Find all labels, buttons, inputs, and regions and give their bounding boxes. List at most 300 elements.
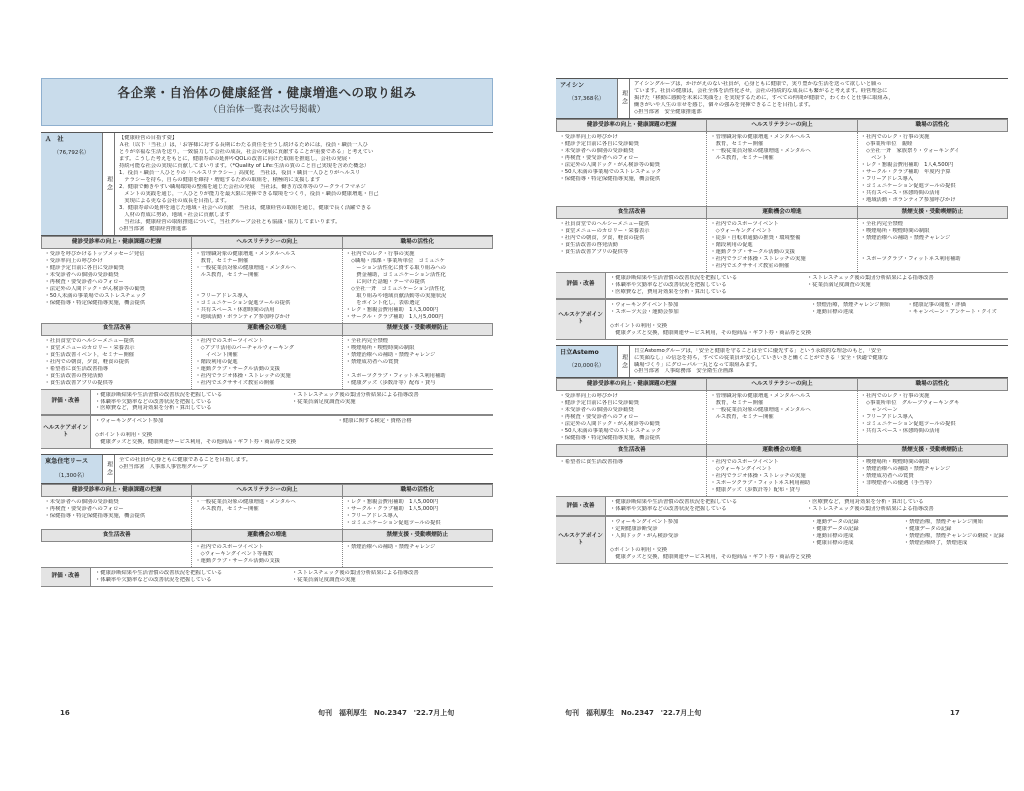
list-item: [610, 540, 811, 547]
list-item: [195, 286, 338, 293]
cell-exercise: [192, 335, 342, 388]
list-item: ◇ウォーキングイベント等複数: [195, 550, 273, 557]
list-item: ・禁煙治療への補助・禁煙チャレンジ: [860, 466, 951, 473]
list-item: ・サークル・クラブ補助 年度内予算: [860, 168, 951, 175]
eval-label: 評価・改善: [556, 273, 606, 298]
list-item: ・レク・懇親会費用補助 1人3,000円: [345, 306, 439, 313]
list-item: 掲げた『移動に感動を未来に笑顔を』を実現するために，すべての仲間が健康で，わくわくと仕事に取組み，: [634, 94, 894, 101]
cell-exercise: [192, 541, 342, 566]
list-item: ・サークル・クラブ補助 1人月5,000円: [345, 313, 444, 320]
point-list-3: [908, 302, 1004, 337]
list-item: ・保健指導・特定保健指導実施，機会提供: [559, 435, 661, 442]
eval-list: [95, 392, 292, 413]
point-list-2: [811, 302, 907, 337]
list-item: ・フリーアドレス導入: [860, 414, 913, 421]
header-health: 健診受診率の向上・健康課題の把握: [557, 379, 707, 391]
left-page: [41, 78, 493, 726]
cell-diet: [42, 335, 192, 388]
list-item: ・健康診断結果や生活習慣の改善状況を把握している: [95, 569, 223, 576]
list-item: 教育，セミナー開催: [195, 257, 249, 264]
list-item: ルス教育，セミナー開催: [710, 154, 774, 161]
list-item: ・健康に関する検定・資格合格: [337, 418, 412, 425]
list-item: ・非喫煙者への優遇（手当等）: [860, 480, 935, 487]
list-item: ・保健指導・特定保健指導実施，機会提供: [44, 299, 146, 306]
list-item: ーション活性化に資する取り組みへの: [345, 264, 446, 271]
list-item: ・コミュニケーション促進ツールの提供: [860, 421, 956, 428]
company-name: アイシン: [560, 82, 585, 89]
list-item: ・運動目標の達成: [811, 308, 854, 315]
list-item: ・喫煙場所・喫煙時間の制限: [345, 344, 415, 351]
point-row: [556, 299, 1008, 340]
list-item: ・スポーツクラブ・フィットネス利用補助: [345, 372, 446, 379]
header-literacy: ヘルスリテラシーの向上: [707, 119, 857, 131]
page-number-right: 17: [950, 709, 960, 717]
list-item: 健康グッズと交換，健康関連サービス利用，その他商品・ギフト券・商品券と交換: [95, 439, 297, 446]
header-exercise: 運動機会の増進: [707, 206, 857, 218]
list-item: ・体職率や欠勤率などの改善状況を把握している: [610, 506, 727, 513]
list-item: ・医療費など，費用対効果を分析・算出している: [807, 499, 924, 506]
list-item: ・ウォーキングイベント参加: [610, 519, 679, 526]
list-item: ・社員食堂でのヘルシーメニュー提供: [44, 337, 135, 344]
philosophy-label: 理念: [103, 133, 115, 235]
list-item: ◇事業所単位 親睦: [860, 140, 913, 147]
list-item: メントの実践を通じ，一人ひとりが能力を最大限に発揮できる環境をつくり，役員・職員の健康増進・自己: [119, 190, 379, 197]
cell-smoking: [342, 335, 492, 388]
list-item: ・体職率や欠勤率などの改善状況を把握している: [610, 281, 727, 288]
list-item: ・管理職対象の健康増進・メンタルヘルス: [710, 133, 811, 140]
cell-health: [557, 131, 707, 205]
company-a-header: [41, 132, 493, 236]
list-item: ・受診率向上の呼びかけ: [559, 133, 618, 140]
list-item: ◇全社一斉 コミュニケーション活性化: [345, 285, 445, 292]
company-d-grid-bottom: [556, 444, 1008, 496]
list-item: 教育，セミナー開催: [710, 400, 764, 407]
eval-list-2: [807, 275, 1004, 296]
list-item: ルス教育，セミナー開催: [195, 271, 259, 278]
list-item: ・食生活改善アプリの提供等: [44, 379, 114, 386]
point-list: [610, 302, 811, 337]
list-item: ・地域活動・ボランティア参加呼びかけ: [860, 196, 956, 203]
list-item: [195, 279, 338, 286]
header-diet: 食生活改善: [557, 445, 707, 457]
list-item: ◇担当部署 健康経営推進部: [119, 225, 187, 232]
point-label: ヘルスケアポイント: [556, 517, 606, 563]
list-item: ・禁煙治療，禁煙チャレンジ開始: [811, 301, 891, 308]
list-item: ・健診予定日前に各自に受診勧奨: [559, 140, 639, 147]
list-item: ・人間ドック・がん検診受診: [610, 533, 679, 540]
list-item: ・社内での朝食，夕食，軽食の提供: [44, 358, 130, 365]
list-item: ・健康データの記録: [903, 526, 952, 533]
list-item: ・階段利用の促進: [195, 358, 238, 365]
company-b-grid-top: [41, 484, 493, 529]
list-item: ・受診率向上の呼びかけ: [559, 393, 618, 400]
employee-count: （20,000名）: [568, 362, 605, 369]
list-item: ・運動データの記録: [811, 519, 859, 526]
list-item: ・従業員満足度調査の実施: [292, 398, 356, 405]
list-item: ・従業員満足度調査の実施: [807, 281, 871, 288]
list-item: ・一般従業員対象の健康増進・メンタルヘ: [195, 264, 296, 271]
list-item: ・健康診断結果や生活習慣の改善状況を把握している: [95, 391, 223, 398]
list-item: [346, 366, 490, 373]
list-item: ・社内でエクササイズ教室の開催: [195, 379, 275, 386]
list-item: ・キャンペーン・アンケート・クイズ: [907, 308, 997, 315]
eval-label: 評価・改善: [556, 497, 606, 515]
header-exercise: 運動機会の増進: [192, 529, 342, 541]
list-item: ます。こうした考えをもとに，健康寿命の延伸やQOLの改善に向けた取組を推進し，会社の発展・: [119, 155, 353, 162]
cell-diet: [557, 457, 707, 496]
list-item: 健康グッズと交換，健康関連サービス利用，その他商品・ギフト券・商品券と交換: [610, 329, 812, 336]
list-item: ・健康データの記録: [811, 526, 859, 533]
list-item: ベント: [860, 154, 888, 161]
employee-count: （76,792名）: [53, 150, 90, 157]
list-item: 持続可能な社会の実現に貢献してまいります。（*Quality of Life:生活の質のこと自己実現を含めた概念）: [119, 162, 370, 169]
cell-exercise: [707, 218, 857, 271]
list-item: ・再検査・要受診者へのフォロー: [559, 154, 639, 161]
page-number-left: 16: [60, 709, 70, 717]
list-item: ・食生活改善の啓発活動: [44, 372, 103, 379]
list-item: ・従業員満足度調査の実施: [292, 576, 356, 583]
employee-count: （37,368名）: [568, 96, 605, 103]
publication-left: 旬刊 福利厚生 No.2347 '22.7月上旬: [318, 709, 455, 717]
cell-literacy: [707, 391, 857, 444]
company-name: Ａ 社: [45, 136, 64, 143]
company-name-cell: [556, 346, 618, 378]
cell-exercise: [707, 457, 857, 496]
list-item: ・管理職対象の健康増進・メンタルヘルス: [710, 393, 811, 400]
list-item: ◇アプリ活用のバーチャルウォーキング: [195, 344, 295, 351]
list-item: ・健康診断結果や生活習慣の改善状況を把握している: [610, 499, 738, 506]
right-page: [556, 78, 1008, 726]
list-item: ・受診率向上の呼びかけ: [44, 257, 103, 264]
list-item: 2．健康で働きやすい職場環境の整備を通じた会社の発展 当社は，働き方改革等のワークライフマネジ: [119, 183, 366, 190]
philosophy-label: 理念: [618, 346, 630, 378]
list-item: 取り組みや地域貢献活動等の実施状況: [345, 292, 447, 299]
company-name-cell: [41, 455, 103, 482]
list-item: ・社内でのスポーツイベント: [710, 220, 779, 227]
list-item: 教育，セミナー開催: [710, 140, 764, 147]
employee-count: （1,300名）: [55, 472, 88, 479]
list-item: ◇担当部署 人事部人事管理グループ: [119, 464, 208, 471]
point-list-3: [904, 519, 1004, 561]
cell-smoking: [342, 541, 492, 566]
point-list: [610, 519, 811, 561]
eval-label: 評価・改善: [41, 568, 91, 586]
list-item: 【健康経営の目指す姿】: [119, 135, 178, 141]
list-item: 人材の育成に努め，地域・社会に貢献します: [119, 211, 231, 218]
list-item: ・健診予定日前に各自に受診勧奨: [44, 264, 124, 271]
list-item: ・スポーツクラブ・フィットネス利用補助: [860, 255, 961, 262]
list-item: ・食堂メニューのカロリー・栄養表示: [44, 344, 135, 351]
list-item: ・社内でのスポーツイベント: [710, 459, 779, 466]
point-list: [95, 418, 337, 446]
list-item: ・健康記事の閲覧・評価: [907, 301, 966, 308]
publication-right: 旬刊 福利厚生 No.2347 '22.7月上旬: [565, 709, 702, 717]
list-item: ・健康診断結果や生活習慣の改善状況を把握している: [610, 274, 738, 281]
list-item: テラシーを持ち，自らの健康を維持・増進するための取組を，積極的に支援します: [119, 176, 321, 183]
list-item: ・徒歩・自転車通勤の推奨・環境整備: [710, 234, 801, 241]
eval-row: [41, 389, 493, 416]
eval-label: 評価・改善: [41, 390, 91, 415]
list-item: ・法定外の人間ドック・がん検診等の勧奨: [559, 161, 660, 168]
list-item: Ａ社（以下「当社」）は，「お客様に対する長期にわたる責任を全うし続けるためには，役員・職員一人ひ: [119, 141, 368, 148]
header-literacy: ヘルスリテラシーの向上: [707, 379, 857, 391]
list-item: ◇ポイントの利用・交換: [610, 322, 668, 329]
list-item: ・階段利用の促進: [710, 241, 753, 248]
philosophy-label: 理念: [103, 455, 115, 482]
eval-list-2: [292, 392, 489, 413]
list-item: ・喫煙場所・喫煙時間の制限: [860, 459, 930, 466]
list-item: ・希望者に食生活改善指導: [559, 459, 624, 466]
list-item: ・ウォーキングイベント参加: [610, 301, 679, 308]
list-item: ・50人未満の事業場でのストレスチェック: [559, 428, 662, 435]
cell-workplace: [857, 391, 1007, 444]
list-item: ・保健指導・特定保健指導実施，機会提供: [559, 175, 661, 182]
list-item: 1．役員・職員一人ひとりの「ヘルスリテラシー」高度化 当社は，役員・職員一人ひとりがヘルスリ: [119, 169, 361, 176]
list-item: ・食生活改善アプリの提供等: [559, 248, 629, 255]
eval-list: [610, 275, 807, 296]
list-item: ャンペーン: [860, 407, 898, 414]
list-item: ・ストレスチェック後の集団分析結果による指導改善: [292, 569, 419, 576]
list-item: ・全社内完全禁煙: [860, 220, 904, 227]
list-item: イベント開催: [195, 351, 238, 358]
company-b-header: [41, 454, 493, 483]
list-item: ・一般従業員対象の健康増進・メンタルヘ: [195, 498, 296, 505]
list-item: に向けた話題・テーマの提供: [345, 278, 426, 285]
list-item: ◇ウォーキングイベント: [710, 227, 773, 234]
list-item: ◇ポイントの利用・交換: [95, 432, 153, 439]
list-item: ◇ウォーキングイベント: [710, 466, 773, 473]
list-item: ・医療費など，費用対効果を分析・算出している: [610, 288, 727, 295]
eval-list-2: [292, 570, 489, 584]
point-list-2: [811, 519, 904, 561]
list-item: 健康グッズと交換，健康関連サービス利用，その他商品・ギフト券・商品券と交換: [610, 554, 812, 561]
list-item: ・禁煙治療への補助・禁煙チャレンジ: [345, 351, 436, 358]
list-item: ・共有スペース・休憩時間の活用: [860, 189, 940, 196]
list-item: ・運動目標の達成: [811, 533, 854, 540]
list-item: ・希望者に食生活改善指導: [44, 365, 109, 372]
list-item: ・ストレスチェック後の集団分析結果による指導改善: [292, 391, 419, 398]
cell-workplace: [342, 496, 492, 528]
header-diet: 食生活改善: [42, 529, 192, 541]
list-item: ・ウォーキングイベント参加: [95, 418, 164, 425]
list-item: ・食生活改善の啓発活動: [559, 241, 618, 248]
cell-smoking: [857, 218, 1007, 271]
cell-literacy: [707, 131, 857, 205]
list-item: ルス教育，セミナー開催: [710, 414, 774, 421]
list-item: ・禁煙治療，禁煙チャレンジの継続・記録: [903, 533, 1004, 540]
header-exercise: 運動機会の増進: [192, 323, 342, 335]
list-item: ルス教育，セミナー開催: [195, 505, 259, 512]
list-item: ・社内でのレク・行事の実施: [860, 393, 930, 400]
list-item: ・体職率や欠勤率などの改善状況を把握している: [95, 576, 212, 583]
list-item: [610, 316, 811, 323]
cell-health: [557, 391, 707, 444]
eval-list: [95, 570, 292, 584]
list-item: ・保健指導・特定保健指導実施，機会提供: [44, 512, 146, 519]
list-item: ・地域活動・ボランティア参加呼びかけ: [195, 313, 291, 320]
list-item: ◇ポイントの利用・交換: [610, 547, 668, 554]
point-label: ヘルスケアポイント: [556, 300, 606, 339]
list-item: ・レク・懇親会費用補助 1人4,500円: [860, 161, 954, 168]
list-item: ・未受診者への個別の受診勧奨: [559, 407, 634, 414]
header-smoking: 禁煙支援・受動喫煙防止: [857, 206, 1007, 218]
list-item: 日立Astemoグループは，「安全と健康を守ることは全てに優先する」という永続的な理念のもと，「安全: [634, 347, 882, 354]
philosophy-text: [630, 79, 1008, 118]
list-item: ・サークル・クラブ補助 1人5,000円: [345, 505, 439, 512]
list-item: ・フリーアドレス導入: [195, 292, 248, 299]
company-name: 日立Astemo: [560, 348, 599, 356]
list-item: 当社は，健康経営の取組推進について，当社グループ会社とも協議・協力してまいります。: [119, 218, 341, 225]
list-item: ・スポーツ大会・運動会参加: [610, 308, 679, 315]
list-item: ・管理職対象の健康増進・メンタルヘルス: [195, 250, 296, 257]
list-item: ・運動クラブ・サークル活動の支援: [195, 365, 280, 372]
list-item: ・社内でラジオ体操・ストレッチの実施: [195, 372, 291, 379]
list-item: 働きがいや人生の幸せを感じ，個々の強みを発揮できることを目指します。: [634, 101, 814, 108]
list-item: ・受診を呼びかけるトップメッセージ発信: [44, 250, 145, 257]
list-item: 職場づくり」にグローバル一丸となって取組みます。: [634, 361, 761, 368]
philosophy-text: [115, 133, 493, 235]
company-d-grid-top: [556, 378, 1008, 444]
list-item: ・50人未満の事業場でのストレスチェック: [559, 168, 662, 175]
header-health: 健診受診率の向上・健康課題の把握: [42, 236, 192, 248]
list-item: 費金補助，コミュニケーション活性化: [345, 271, 446, 278]
eval-list: [610, 499, 807, 513]
header-diet: 食生活改善: [557, 206, 707, 218]
list-item: ・定期健康診断受診: [610, 526, 658, 533]
list-item: ・禁煙治療終了，禁煙達成: [903, 540, 968, 547]
list-item: ・再検査・要受診者へのフォロー: [559, 414, 639, 421]
list-item: ・禁煙成功者への賞賛: [860, 473, 914, 480]
company-name: 東急住宅リース: [45, 458, 89, 466]
list-item: 実現による更なる会社の成長を目指します。: [119, 197, 230, 204]
philosophy-text: [115, 455, 493, 482]
list-item: ◇担当部署 人事総務部 安全衛生企画課: [634, 368, 734, 375]
cell-workplace: [857, 131, 1007, 205]
list-item: ・フリーアドレス導入: [345, 512, 398, 519]
list-item: ・食生活改善イベント，セミナー開催: [44, 351, 135, 358]
list-item: ・社内でエクササイズ教室の開催: [710, 262, 790, 269]
list-item: ・コミュニケーション促進ツールの提供: [195, 299, 291, 306]
list-item: ・禁煙成功者への賞賛: [345, 358, 399, 365]
list-item: ◇全社一斉 家族祭り・ウォーキングイ: [860, 147, 960, 154]
header-health: 健診受診率の向上・健康課題の把握: [557, 119, 707, 131]
point-list-2: [337, 418, 489, 446]
company-b-grid-bottom: [41, 529, 493, 567]
company-a-grid-top: [41, 236, 493, 323]
list-item: ・法定外の人間ドック・がん検診等の勧奨: [559, 421, 660, 428]
company-name-cell: [556, 79, 618, 118]
company-c-grid-top: [556, 119, 1008, 206]
eval-row: [556, 496, 1008, 516]
list-item: ・一般従業員対象の健康増進・メンタルヘ: [710, 407, 811, 414]
eval-list-2: [807, 499, 1004, 513]
list-item: ・運動クラブ・サークル活動の支援: [195, 557, 280, 564]
cell-smoking: [857, 457, 1007, 496]
page-title: 各企業・自治体の健康経営・健康増進への取り組み: [117, 85, 417, 100]
list-item: ・一般従業員対象の健康増進・メンタルヘ: [710, 147, 811, 154]
list-item: ・健診予定日前に各自に受診勧奨: [559, 400, 639, 407]
list-item: ・共有スペース・休憩時間の活用: [195, 306, 275, 313]
list-item: とりが幸福な生活を送り，一致協力して会社の成長，社会の発展に貢献することが重要である」と考えてい: [119, 148, 374, 155]
list-item: ・未受診者への個別の受診勧奨: [44, 271, 119, 278]
point-row: [556, 516, 1008, 564]
point-label: ヘルスケアポイント: [41, 416, 91, 448]
cell-diet: [42, 541, 192, 566]
list-item: ています。社員の健康は，会社全体を活性化させ，会社の持続的な成長にも繋がると考えます。経営理念に: [634, 87, 888, 94]
list-item: ・社内でのスポーツイベント: [195, 543, 264, 550]
list-item: ・ストレスチェック後の集団分析結果による指導改善: [807, 274, 934, 281]
list-item: ・50人未満の事業場でのストレスチェック: [44, 292, 147, 299]
cell-health: [42, 496, 192, 528]
list-item: 3．健康寿命の延伸を通じた地域・社会への貢献 当社は，健康経営の取組を通じ，健康で長く活躍できる: [119, 204, 372, 211]
list-item: ・共有スペース・休憩時間の活用: [860, 428, 940, 435]
company-c-grid-bottom: [556, 206, 1008, 272]
list-item: ・フリーアドレス導入: [860, 175, 913, 182]
list-item: ◇職場・部課・事業所単位 コミュニケ: [345, 257, 445, 264]
header-smoking: 禁煙支援・受動喫煙防止: [342, 323, 492, 335]
cell-diet: [557, 218, 707, 271]
list-item: ・禁煙治療への補助・禁煙チャレンジ: [345, 543, 436, 550]
list-item: ・喫煙場所・喫煙時間の制限: [860, 227, 930, 234]
list-item: ・コミュニケーション促進ツールの提供: [345, 519, 441, 526]
list-item: ・医療費など，費用対効果を分析・算出している: [95, 405, 212, 412]
list-item: ・全社内完全禁煙: [345, 337, 389, 344]
list-item: ・社内でのスポーツイベント: [195, 337, 264, 344]
list-item: ・社員食堂でのヘルシーメニュー提供: [559, 220, 650, 227]
list-item: ・健康グッズ（歩数計等）配布・貸与: [345, 379, 436, 386]
list-item: をポイント化し，表彰選定: [345, 299, 420, 306]
header-workplace: 職場の活性化: [857, 119, 1007, 131]
cell-health: [42, 248, 192, 322]
header-diet: 食生活改善: [42, 323, 192, 335]
list-item: ◇担当部署 安全健康推進部: [634, 108, 702, 115]
eval-row: [556, 272, 1008, 299]
list-item: ・再検査・要受診者へのフォロー: [44, 505, 124, 512]
cell-literacy: [192, 496, 342, 528]
list-item: ・禁煙治療，禁煙チャレンジ開始: [903, 519, 983, 526]
eval-row: [41, 567, 493, 587]
page-subtitle: （自治体一覧表は次号掲載）: [208, 104, 326, 115]
cell-workplace: [342, 248, 492, 322]
list-item: ・社内でラジオ体操・ストレッチの実施: [710, 473, 806, 480]
list-item: ・スポーツクラブ・フィットネス利用補助: [710, 480, 811, 487]
cell-literacy: [192, 248, 342, 322]
list-item: アイシングループは，かけがえのない社員が，心身ともに健康で，実り豊かな生活を送って欲しいと願っ: [634, 81, 882, 87]
header-workplace: 職場の活性化: [342, 236, 492, 248]
list-item: ・未受診者への個別の受診勧奨: [44, 498, 119, 505]
list-item: ・社内でのレク・行事の実施: [860, 133, 930, 140]
company-d-header: [556, 345, 1008, 379]
list-item: ・社内での朝食，夕食，軽食の提供: [559, 234, 645, 241]
list-item: ・健康目標の達成: [811, 540, 854, 547]
header-exercise: 運動機会の増進: [707, 445, 857, 457]
list-item: 全ての社員が心身ともに健康であることを目指します。: [119, 457, 251, 464]
philosophy-label: 理念: [618, 79, 630, 118]
header-workplace: 職場の活性化: [857, 379, 1007, 391]
list-item: に笑顔なし」の信念を持ち，すべての従業員が安心していきいきと働くことができる「安全・快適で健康な: [634, 354, 889, 361]
list-item: ・社内でラジオ体操・ストレッチの実施: [710, 255, 806, 262]
header-health: 健診受診率の向上・健康課題の把握: [42, 484, 192, 496]
page-title-box: [41, 78, 493, 126]
header-smoking: 禁煙支援・受動喫煙防止: [857, 445, 1007, 457]
header-workplace: 職場の活性化: [342, 484, 492, 496]
header-smoking: 禁煙支援・受動喫煙防止: [342, 529, 492, 541]
list-item: ・レク・懇親会費用補助 1人5,000円: [345, 498, 439, 505]
company-a-grid-bottom: [41, 323, 493, 389]
list-item: ・禁煙治療への補助・禁煙チャレンジ: [860, 234, 951, 241]
company-c-header: [556, 78, 1008, 119]
company-name-cell: [41, 133, 103, 235]
